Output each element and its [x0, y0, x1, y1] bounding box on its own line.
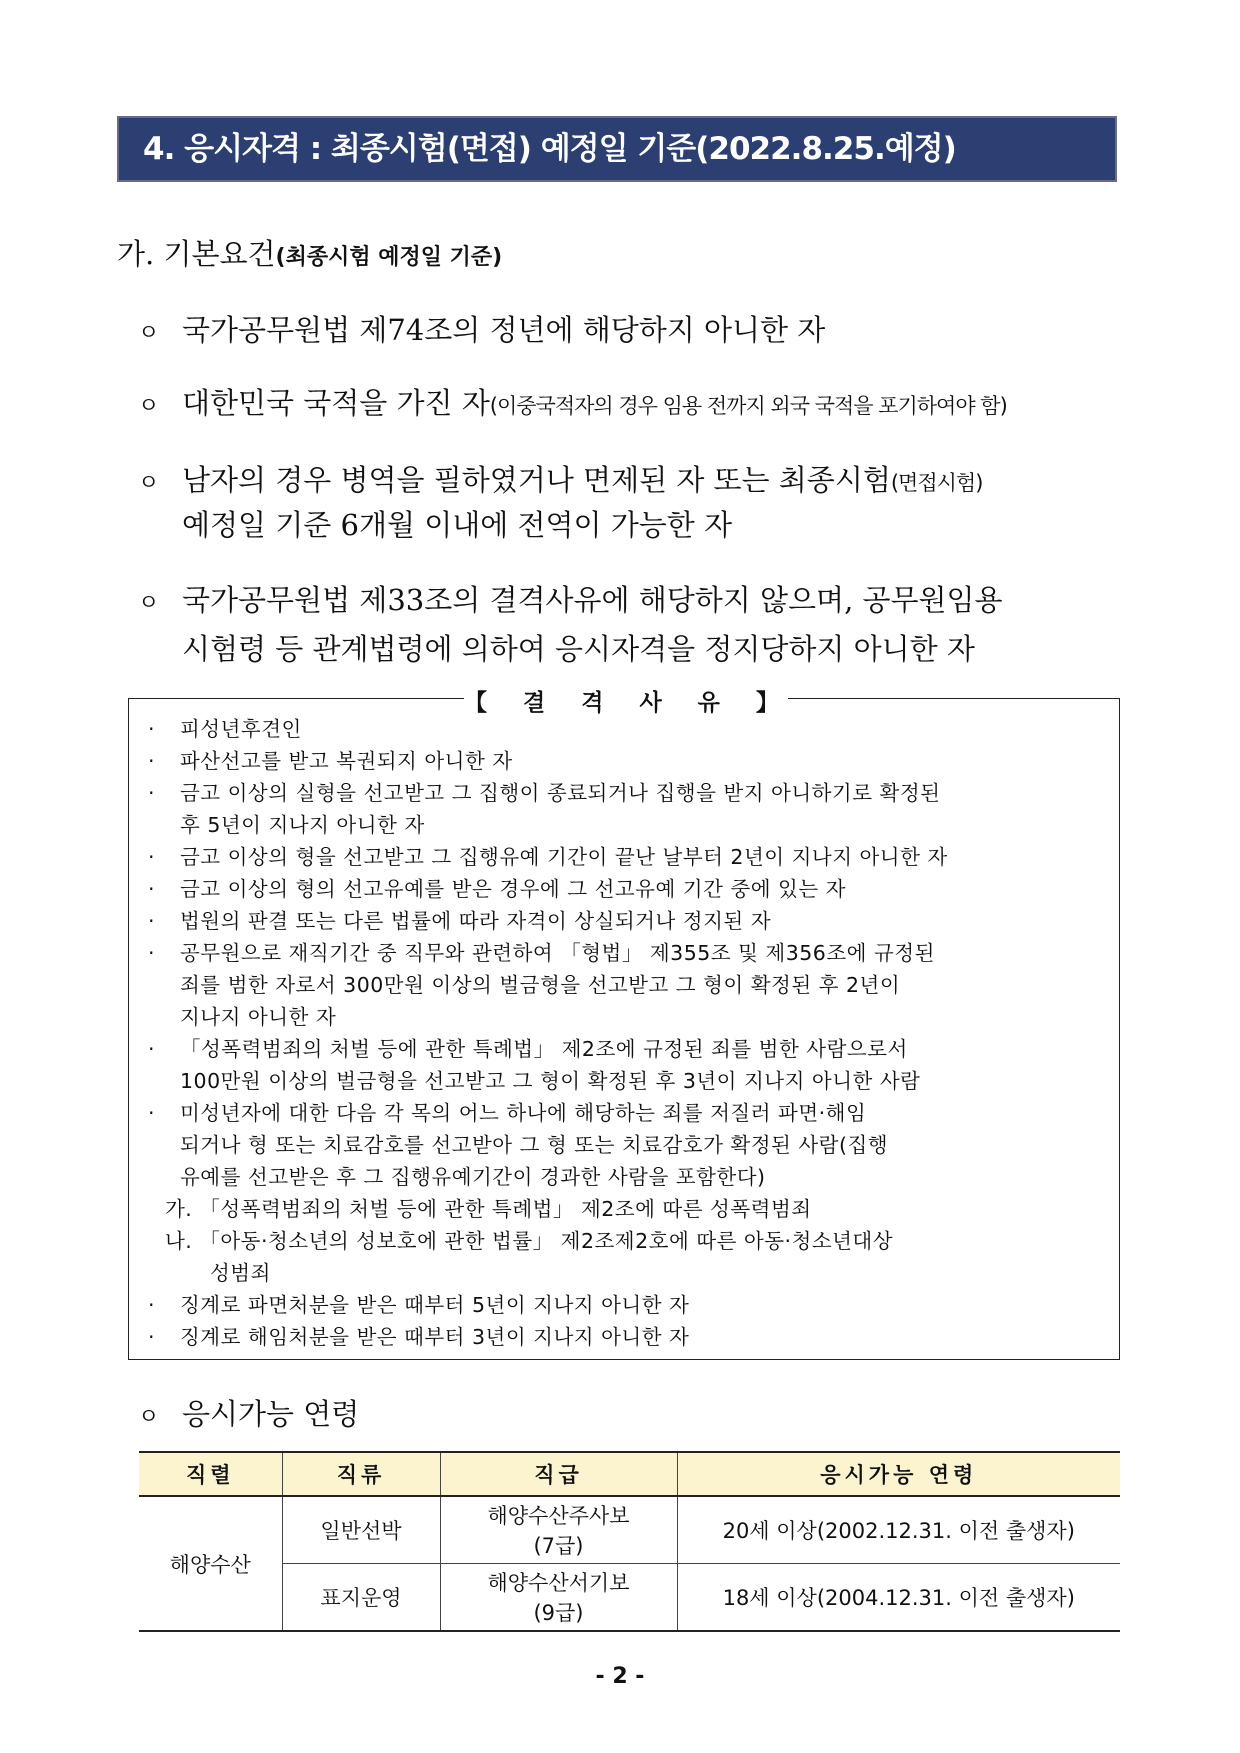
disq-subitem: 나. 「아동·청소년의 성보호에 관한 법률」 제2조제2호에 따른 아동·청소년대상 [165, 1229, 894, 1253]
disq-subitem-cont: 성범죄 [210, 1261, 271, 1285]
disq-item [148, 1096, 866, 1126]
disq-text: 피성년후견인 [180, 717, 302, 741]
dot: · [148, 1293, 156, 1317]
dot: · [148, 909, 156, 933]
dot: · [148, 717, 156, 741]
requirement-text-cont: 시험령 등 관계법령에 의하여 응시자격을 정지당하지 아니한 자 [182, 632, 975, 666]
requirement-note: (이중국적자의 경우 임용 전까지 외국 국적을 포기하여야 함) [489, 394, 1007, 418]
cell-grade [440, 1564, 677, 1632]
disq-text: 파산선고를 받고 복권되지 아니한 자 [180, 749, 513, 773]
page-number: - 2 - [595, 1664, 645, 1689]
table-header-row [139, 1452, 1120, 1496]
disq-text-cont: 죄를 범한 자로서 300만원 이상의 벌금형을 선고받고 그 형이 확정된 후 2년이 [180, 973, 901, 997]
bullet-mark: ㅇ [138, 471, 160, 496]
disq-item [148, 1032, 908, 1062]
cell-series: 해양수산 [139, 1496, 282, 1631]
disqualification-title: 【 결 격 사 유 】 [464, 684, 788, 717]
requirement-bullet-2 [138, 381, 1007, 422]
cell-type: 표지운영 [282, 1564, 440, 1632]
age-heading-text: 응시가능 연령 [182, 1397, 360, 1431]
section-banner: 4. 응시자격 : 최종시험(면접) 예정일 기준(2022.8.25.예정) [117, 116, 1117, 182]
disq-item [148, 712, 302, 742]
heading-main: 가. 기본요건 [117, 237, 276, 271]
cell-type: 일반선박 [282, 1496, 440, 1564]
requirement-bullet-4 [138, 578, 1003, 619]
disq-text-cont: 지나지 아니한 자 [180, 1005, 337, 1029]
table-row [139, 1564, 1120, 1632]
heading-sub: (최종시험 예정일 기준) [275, 245, 503, 270]
col-header-series: 직렬 [139, 1452, 282, 1496]
bullet-mark: ㅇ [138, 591, 160, 616]
disq-item [148, 840, 948, 870]
requirement-bullet-3 [138, 458, 982, 499]
disq-item [148, 1288, 689, 1318]
grade-level: (9급) [533, 1601, 584, 1625]
cell-grade [440, 1496, 677, 1564]
section-heading [117, 232, 502, 273]
bullet-mark: ㅇ [138, 1405, 160, 1430]
requirement-bullet-1 [138, 308, 825, 349]
grade-name: 해양수산서기보 [487, 1571, 630, 1595]
disq-text: 금고 이상의 형의 선고유예를 받은 경우에 그 선고유예 기간 중에 있는 자 [180, 877, 846, 901]
dot: · [148, 1101, 156, 1125]
disq-text: 징계로 해임처분을 받은 때부터 3년이 지나지 아니한 자 [180, 1325, 690, 1349]
disq-text: 공무원으로 재직기간 중 직무와 관련하여 「형법」 제355조 및 제356조에 규정된 [180, 941, 935, 965]
cell-age: 18세 이상(2004.12.31. 이전 출생자) [677, 1564, 1120, 1632]
table-row [139, 1496, 1120, 1564]
disq-text: 금고 이상의 형을 선고받고 그 집행유예 기간이 끝난 날부터 2년이 지나지 아니한 자 [180, 845, 948, 869]
col-header-age: 응시가능 연령 [677, 1452, 1120, 1496]
col-header-type: 직류 [282, 1452, 440, 1496]
disq-item [148, 776, 940, 806]
disq-text-cont: 유예를 선고받은 후 그 집행유예기간이 경과한 사람을 포함한다) [180, 1165, 766, 1189]
cell-age: 20세 이상(2002.12.31. 이전 출생자) [677, 1496, 1120, 1564]
dot: · [148, 845, 156, 869]
disq-subitem: 가. 「성폭력범죄의 처벌 등에 관한 특례법」 제2조에 따른 성폭력범죄 [165, 1197, 812, 1221]
bullet-mark: ㅇ [138, 321, 160, 346]
disq-text-cont: 후 5년이 지나지 아니한 자 [180, 813, 425, 837]
dot: · [148, 781, 156, 805]
disq-text-cont: 100만원 이상의 벌금형을 선고받고 그 형이 확정된 후 3년이 지나지 아니한 사람 [180, 1069, 921, 1093]
requirement-text: 국가공무원법 제33조의 결격사유에 해당하지 않으며, 공무원임용 [182, 583, 1003, 617]
col-header-grade: 직급 [440, 1452, 677, 1496]
requirement-text: 남자의 경우 병역을 필하였거나 면제된 자 또는 최종시험 [182, 463, 891, 497]
disq-text: 미성년자에 대한 다음 각 목의 어느 하나에 해당하는 죄를 저질러 파면·해임 [180, 1101, 867, 1125]
disq-text: 금고 이상의 실형을 선고받고 그 집행이 종료되거나 집행을 받지 아니하기로 확정된 [180, 781, 941, 805]
dot: · [148, 1325, 156, 1349]
disq-item [148, 872, 846, 902]
requirement-text: 국가공무원법 제74조의 정년에 해당하지 아니한 자 [182, 313, 826, 347]
requirement-text: 대한민국 국적을 가진 자 [182, 386, 490, 420]
disq-text-cont: 되거나 형 또는 치료감호를 선고받아 그 형 또는 치료감호가 확정된 사람(집행 [180, 1133, 889, 1157]
disq-item [148, 744, 513, 774]
disq-item [148, 904, 771, 934]
requirement-note: (면접시험) [890, 471, 983, 495]
disq-text: 법원의 판결 또는 다른 법률에 따라 자격이 상실되거나 정지된 자 [180, 909, 772, 933]
grade-name: 해양수산주사보 [487, 1504, 630, 1528]
bullet-mark: ㅇ [138, 394, 160, 419]
disq-text: 징계로 파면처분을 받은 때부터 5년이 지나지 아니한 자 [180, 1293, 690, 1317]
age-heading [138, 1392, 359, 1433]
dot: · [148, 749, 156, 773]
dot: · [148, 941, 156, 965]
grade-level: (7급) [533, 1534, 584, 1558]
age-table [139, 1451, 1120, 1632]
dot: · [148, 877, 156, 901]
dot: · [148, 1037, 156, 1061]
disq-text: 「성폭력범죄의 처벌 등에 관한 특례법」 제2조에 규정된 죄를 범한 사람으로서 [180, 1037, 908, 1061]
disq-item [148, 1320, 689, 1350]
requirement-text-cont: 예정일 기준 6개월 이내에 전역이 가능한 자 [182, 508, 732, 542]
disq-item [148, 936, 935, 966]
